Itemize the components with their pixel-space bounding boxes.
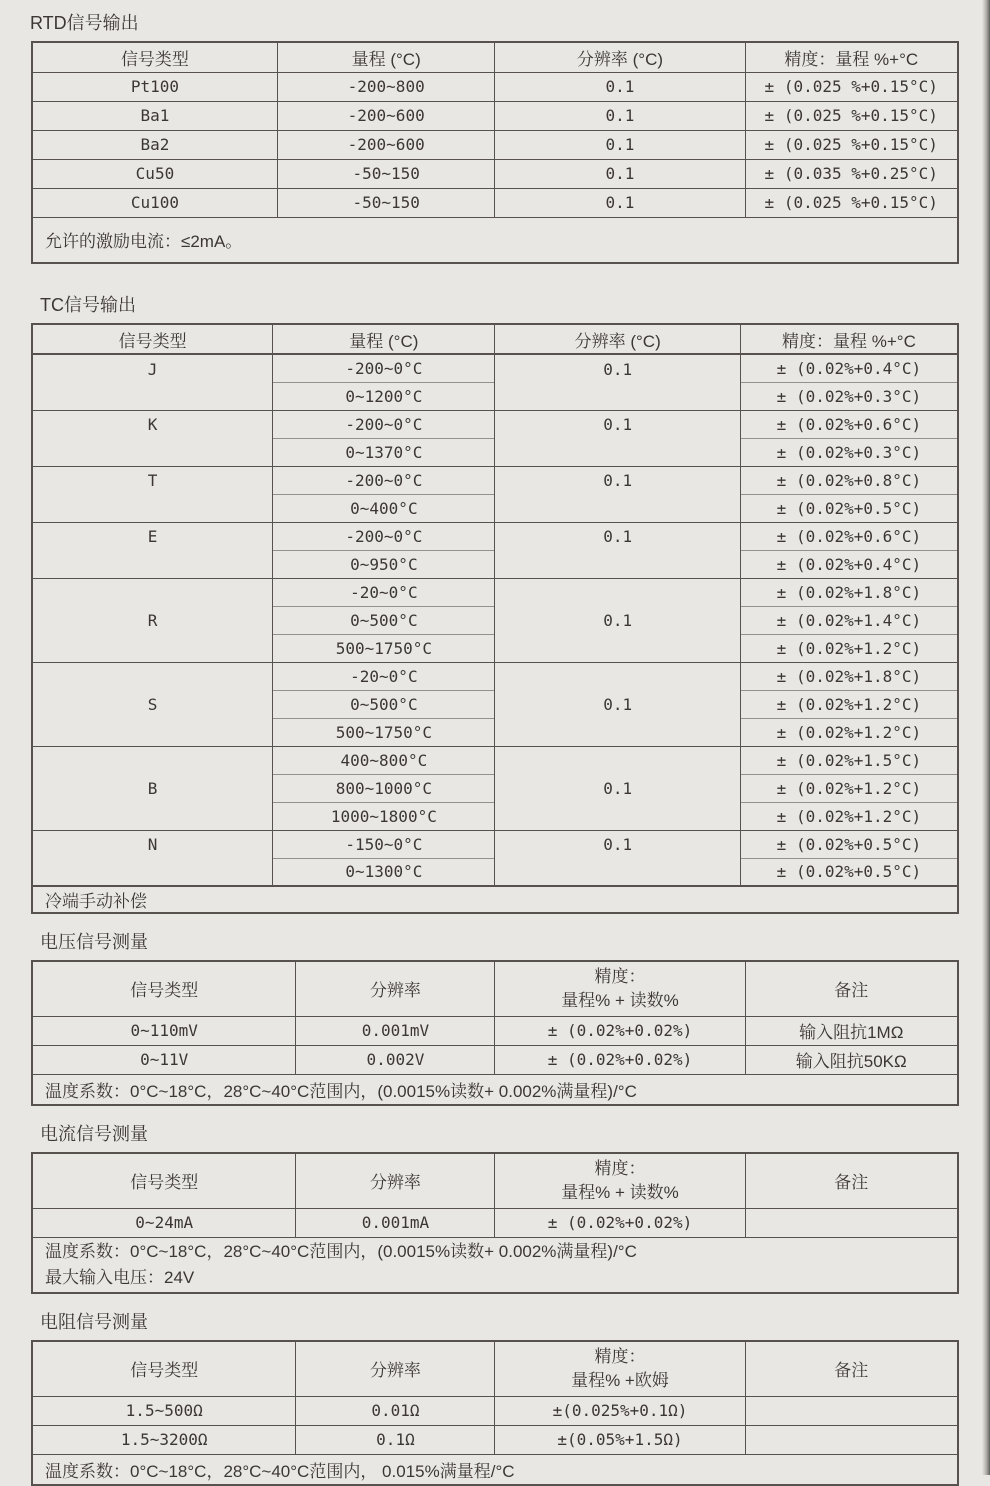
- current-footer-row: [32, 1237, 958, 1293]
- cell-accuracy: ± (0.025 %+0.15°C): [745, 130, 958, 159]
- cell-resolution: 0.1: [495, 522, 740, 578]
- voltage-footer-row: [32, 1074, 958, 1105]
- table-row: [32, 188, 958, 217]
- header-signal-type: 信号类型: [32, 1153, 296, 1208]
- rtd-table: [31, 41, 959, 264]
- cell-resolution: 0.1: [495, 578, 740, 662]
- voltage-header-row: [32, 961, 958, 1016]
- table-row: [32, 1016, 958, 1045]
- current-footer-note: 温度系数：0°C~18°C，28°C~40°C范围内，(0.0015%读数+ 0.002%满量程)/°C 最大输入电压：24V: [32, 1237, 958, 1293]
- cell-signal-type: T: [32, 466, 273, 522]
- cell-range: -20~0°C: [273, 662, 495, 690]
- header-resolution: 分辨率 (°C): [495, 324, 740, 354]
- cell-range: 400~800°C: [273, 746, 495, 774]
- cell-resolution: 0.002V: [296, 1045, 495, 1074]
- cell-signal-type: Ba1: [32, 101, 277, 130]
- cell-signal-type: J: [32, 354, 273, 410]
- cell-range: 800~1000°C: [273, 774, 495, 802]
- cell-range: -200~600: [277, 130, 495, 159]
- cell-range: 0~500°C: [273, 606, 495, 634]
- resistance-table: [31, 1340, 959, 1486]
- resistance-footer-note: 温度系数：0°C~18°C，28°C~40°C范围内， 0.015%满量程/°C: [32, 1454, 958, 1485]
- tc-footer-row: [32, 886, 958, 913]
- cell-resolution: 0.1: [495, 130, 745, 159]
- section-title-current: 电流信号测量: [40, 1124, 148, 1144]
- header-resolution: 分辨率 (°C): [495, 42, 745, 72]
- rtd-header-row: [32, 42, 958, 72]
- cell-accuracy: ± (0.02%+1.8°C): [740, 578, 958, 606]
- header-signal-type: 信号类型: [32, 1341, 296, 1396]
- header-signal-type: 信号类型: [32, 961, 296, 1016]
- header-signal-type: 信号类型: [32, 42, 277, 72]
- cell-range: 0~1300°C: [273, 858, 495, 886]
- cell-signal-type: Cu100: [32, 188, 277, 217]
- section-title-rtd: RTD信号输出: [30, 13, 139, 33]
- cell-range: 500~1750°C: [273, 718, 495, 746]
- cell-range: -200~0°C: [273, 522, 495, 550]
- table-row: [32, 1045, 958, 1074]
- cell-accuracy: ± (0.02%+1.2°C): [740, 774, 958, 802]
- table-row: [32, 130, 958, 159]
- cell-resolution: 0.1Ω: [296, 1425, 495, 1454]
- cell-signal-type: 0~24mA: [32, 1208, 296, 1237]
- cell-note: 输入阻抗1MΩ: [745, 1016, 958, 1045]
- cell-accuracy: ± (0.025 %+0.15°C): [745, 72, 958, 101]
- section-title-tc: TC信号输出: [40, 295, 136, 315]
- cell-range: 0~1200°C: [273, 382, 495, 410]
- cell-range: 0~500°C: [273, 690, 495, 718]
- cell-accuracy: ± (0.02%+0.5°C): [740, 830, 958, 858]
- rtd-footer-row: [32, 217, 958, 263]
- cell-note: [745, 1396, 958, 1425]
- tc-group-B: [32, 746, 958, 774]
- voltage-footer-note: 温度系数：0°C~18°C，28°C~40°C范围内，(0.0015%读数+ 0.002%满量程)/°C: [32, 1074, 958, 1105]
- cell-range: 500~1750°C: [273, 634, 495, 662]
- cell-range: -20~0°C: [273, 578, 495, 606]
- cell-signal-type: 1.5~500Ω: [32, 1396, 296, 1425]
- header-accuracy: 精度：量程 %+°C: [740, 324, 958, 354]
- cell-accuracy: ± (0.02%+1.5°C): [740, 746, 958, 774]
- cell-resolution: 0.1: [495, 662, 740, 746]
- cell-signal-type: 1.5~3200Ω: [32, 1425, 296, 1454]
- cell-resolution: 0.1: [495, 72, 745, 101]
- cell-accuracy: ± (0.035 %+0.25°C): [745, 159, 958, 188]
- header-accuracy: 精度： 量程% +欧姆: [495, 1341, 745, 1396]
- cell-resolution: 0.001mV: [296, 1016, 495, 1045]
- header-note: 备注: [745, 1341, 958, 1396]
- table-row: [32, 1208, 958, 1237]
- cell-resolution: 0.1: [495, 466, 740, 522]
- table-row: [32, 1396, 958, 1425]
- tc-group-E: [32, 522, 958, 550]
- cell-resolution: 0.1: [495, 830, 740, 886]
- tc-group-N: [32, 830, 958, 858]
- cell-range: -150~0°C: [273, 830, 495, 858]
- cell-note: [745, 1425, 958, 1454]
- cell-resolution: 0.1: [495, 101, 745, 130]
- cell-resolution: 0.1: [495, 410, 740, 466]
- cell-accuracy: ± (0.02%+1.2°C): [740, 718, 958, 746]
- cell-range: -50~150: [277, 159, 495, 188]
- header-range: 量程 (°C): [277, 42, 495, 72]
- cell-resolution: 0.1: [495, 354, 740, 410]
- cell-range: -200~0°C: [273, 410, 495, 438]
- cell-signal-type: S: [32, 662, 273, 746]
- header-note: 备注: [745, 1153, 958, 1208]
- table-row: [32, 159, 958, 188]
- cell-range: -200~800: [277, 72, 495, 101]
- table-row: [32, 1425, 958, 1454]
- header-accuracy: 精度： 量程% + 读数%: [495, 961, 745, 1016]
- cell-signal-type: 0~110mV: [32, 1016, 296, 1045]
- tc-header-row: [32, 324, 958, 354]
- cell-accuracy: ± (0.02%+1.2°C): [740, 802, 958, 830]
- cell-accuracy: ± (0.02%+0.5°C): [740, 494, 958, 522]
- cell-accuracy: ± (0.02%+0.4°C): [740, 550, 958, 578]
- tc-table: [31, 323, 959, 914]
- cell-signal-type: Ba2: [32, 130, 277, 159]
- cell-resolution: 0.1: [495, 159, 745, 188]
- cell-accuracy: ± (0.02%+0.3°C): [740, 382, 958, 410]
- cell-signal-type: E: [32, 522, 273, 578]
- section-title-voltage: 电压信号测量: [40, 932, 148, 952]
- tc-group-K: [32, 410, 958, 438]
- cell-resolution: 0.001mA: [296, 1208, 495, 1237]
- cell-accuracy: ± (0.02%+1.2°C): [740, 634, 958, 662]
- resistance-header-row: [32, 1341, 958, 1396]
- cell-range: -200~0°C: [273, 466, 495, 494]
- table-row: [32, 72, 958, 101]
- cell-range: -50~150: [277, 188, 495, 217]
- tc-group-T: [32, 466, 958, 494]
- cell-range: 0~950°C: [273, 550, 495, 578]
- section-title-resistance: 电阻信号测量: [40, 1312, 148, 1332]
- cell-signal-type: R: [32, 578, 273, 662]
- cell-range: 1000~1800°C: [273, 802, 495, 830]
- cell-accuracy: ± (0.02%+0.5°C): [740, 858, 958, 886]
- cell-accuracy: ± (0.02%+0.02%): [495, 1208, 745, 1237]
- current-table: [31, 1152, 959, 1294]
- cell-accuracy: ± (0.02%+0.6°C): [740, 522, 958, 550]
- table-row: [32, 101, 958, 130]
- cell-accuracy: ± (0.025 %+0.15°C): [745, 188, 958, 217]
- cell-accuracy: ± (0.02%+0.4°C): [740, 354, 958, 382]
- cell-accuracy: ± (0.02%+1.2°C): [740, 690, 958, 718]
- cell-signal-type: K: [32, 410, 273, 466]
- tc-group-R: [32, 578, 958, 606]
- cell-signal-type: Pt100: [32, 72, 277, 101]
- cell-accuracy: ± (0.02%+0.6°C): [740, 410, 958, 438]
- tc-group-S: [32, 662, 958, 690]
- cell-signal-type: Cu50: [32, 159, 277, 188]
- cell-accuracy: ± (0.025 %+0.15°C): [745, 101, 958, 130]
- cell-accuracy: ± (0.02%+0.8°C): [740, 466, 958, 494]
- header-range: 量程 (°C): [273, 324, 495, 354]
- cell-signal-type: N: [32, 830, 273, 886]
- cell-accuracy: ± (0.02%+0.02%): [495, 1016, 745, 1045]
- tc-group-J: [32, 354, 958, 382]
- header-accuracy: 精度：量程 %+°C: [745, 42, 958, 72]
- cell-accuracy: ± (0.02%+1.4°C): [740, 606, 958, 634]
- cell-note: 输入阻抗50KΩ: [745, 1045, 958, 1074]
- cell-range: -200~600: [277, 101, 495, 130]
- cell-signal-type: 0~11V: [32, 1045, 296, 1074]
- header-resolution: 分辨率: [296, 961, 495, 1016]
- header-resolution: 分辨率: [296, 1341, 495, 1396]
- cell-signal-type: B: [32, 746, 273, 830]
- header-accuracy: 精度： 量程% + 读数%: [495, 1153, 745, 1208]
- header-resolution: 分辨率: [296, 1153, 495, 1208]
- cell-range: -200~0°C: [273, 354, 495, 382]
- cell-resolution: 0.1: [495, 746, 740, 830]
- cell-accuracy: ± (0.02%+1.8°C): [740, 662, 958, 690]
- cell-accuracy: ±(0.025%+0.1Ω): [495, 1396, 745, 1425]
- tc-footer-note: 冷端手动补偿: [32, 886, 958, 913]
- cell-range: 0~400°C: [273, 494, 495, 522]
- rtd-footer-note: 允许的激励电流：≤2mA。: [32, 217, 958, 263]
- resistance-footer-row: [32, 1454, 958, 1485]
- cell-note: [745, 1208, 958, 1237]
- cell-resolution: 0.1: [495, 188, 745, 217]
- cell-range: 0~1370°C: [273, 438, 495, 466]
- header-signal-type: 信号类型: [32, 324, 273, 354]
- current-header-row: [32, 1153, 958, 1208]
- voltage-table: [31, 960, 959, 1106]
- cell-accuracy: ±(0.05%+1.5Ω): [495, 1425, 745, 1454]
- cell-resolution: 0.01Ω: [296, 1396, 495, 1425]
- header-note: 备注: [745, 961, 958, 1016]
- scan-edge-artifact: [982, 0, 990, 1475]
- cell-accuracy: ± (0.02%+0.3°C): [740, 438, 958, 466]
- cell-accuracy: ± (0.02%+0.02%): [495, 1045, 745, 1074]
